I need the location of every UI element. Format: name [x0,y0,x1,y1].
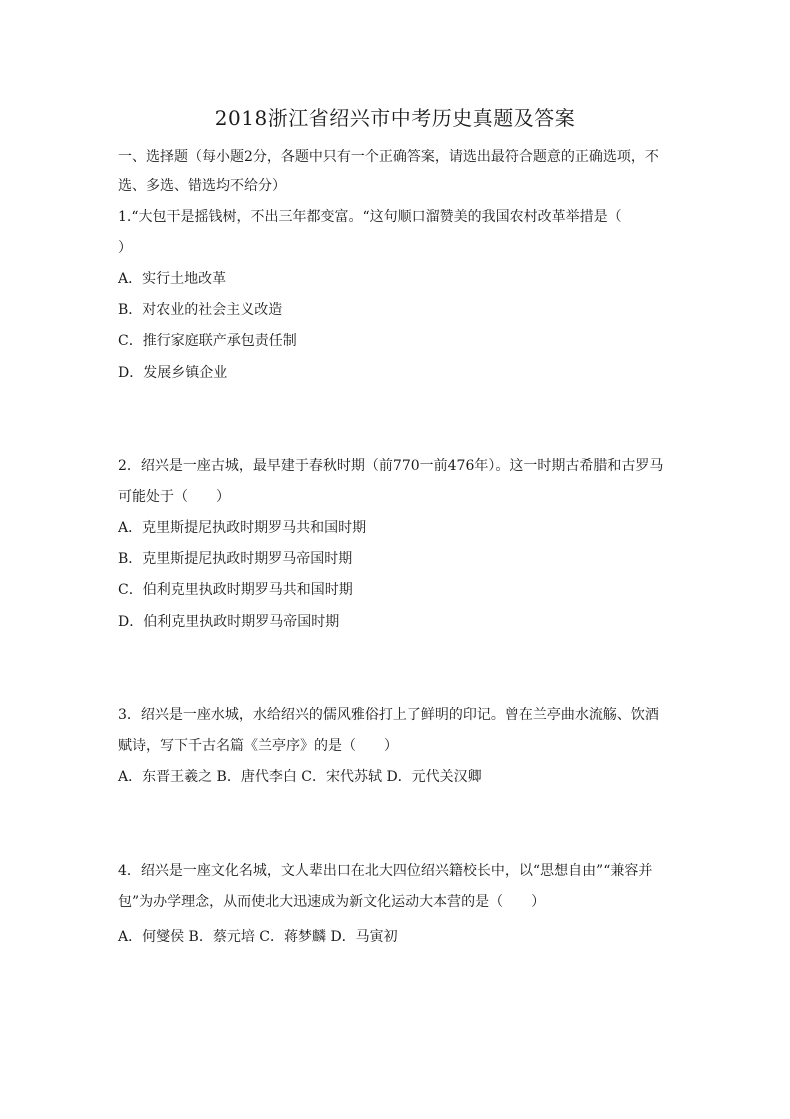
question-1-option-b: B．对农业的社会主义改造 [118,302,283,318]
question-2-option-b: B．克里斯提尼执政时期罗马帝国时期 [118,551,353,567]
question-1-stem-line-2: ） [118,240,132,256]
question-1-stem-line-1: 1.“大包干是摇钱树，不出三年都变富。“这句顺口溜赞美的我国农村改革举措是（ [118,209,622,225]
question-3-stem-line-2: 赋诗，写下千古名篇《兰亭序》的是（ ） [118,738,398,754]
question-1-option-d: D．发展乡镇企业 [118,365,228,381]
question-2-option-a: A．克里斯提尼执政时期罗马共和国时期 [118,520,367,536]
question-2-stem-line-2: 可能处于（ ） [118,489,230,505]
question-1-option-c: C．推行家庭联产承包责任制 [118,333,297,349]
question-2-option-c: C．伯利克里执政时期罗马共和国时期 [118,582,353,598]
question-1-option-a: A．实行土地改革 [118,271,227,287]
document-title: 2018浙江省绍兴市中考历史真题及答案 [214,106,576,130]
section-instructions-line-2: 选、多选、错选均不给分） [118,178,286,194]
question-2-option-d: D．伯利克里执政时期罗马帝国时期 [118,614,340,630]
question-3-options: A．东晋王羲之 B．唐代李白 C．宋代苏轼 D．元代关汉卿 [118,769,482,785]
question-2-stem-line-1: 2．绍兴是一座古城，最早建于春秋时期（前770一前476年）。这一时期古希腊和古罗马 [118,458,664,474]
question-4-options: A．何燮侯 B．蔡元培 C．蒋梦麟 D．马寅初 [118,929,398,945]
question-4-stem-line-1: 4．绍兴是一座文化名城，文人辈出口在北大四位绍兴籍校长中，以“思想自由”“兼容并 [118,863,653,879]
question-4-stem-line-2: 包”为办学理念，从而使北大迅速成为新文化运动大本营的是（ ） [118,894,546,910]
section-instructions-line-1: 一、选择题（每小题2分，各题中只有一个正确答案，请选出最符合题意的正确选项，不 [118,149,659,165]
question-3-stem-line-1: 3．绍兴是一座水城，水给绍兴的儒风雅俗打上了鲜明的印记。曾在兰亭曲水流觞、饮酒 [118,707,659,723]
